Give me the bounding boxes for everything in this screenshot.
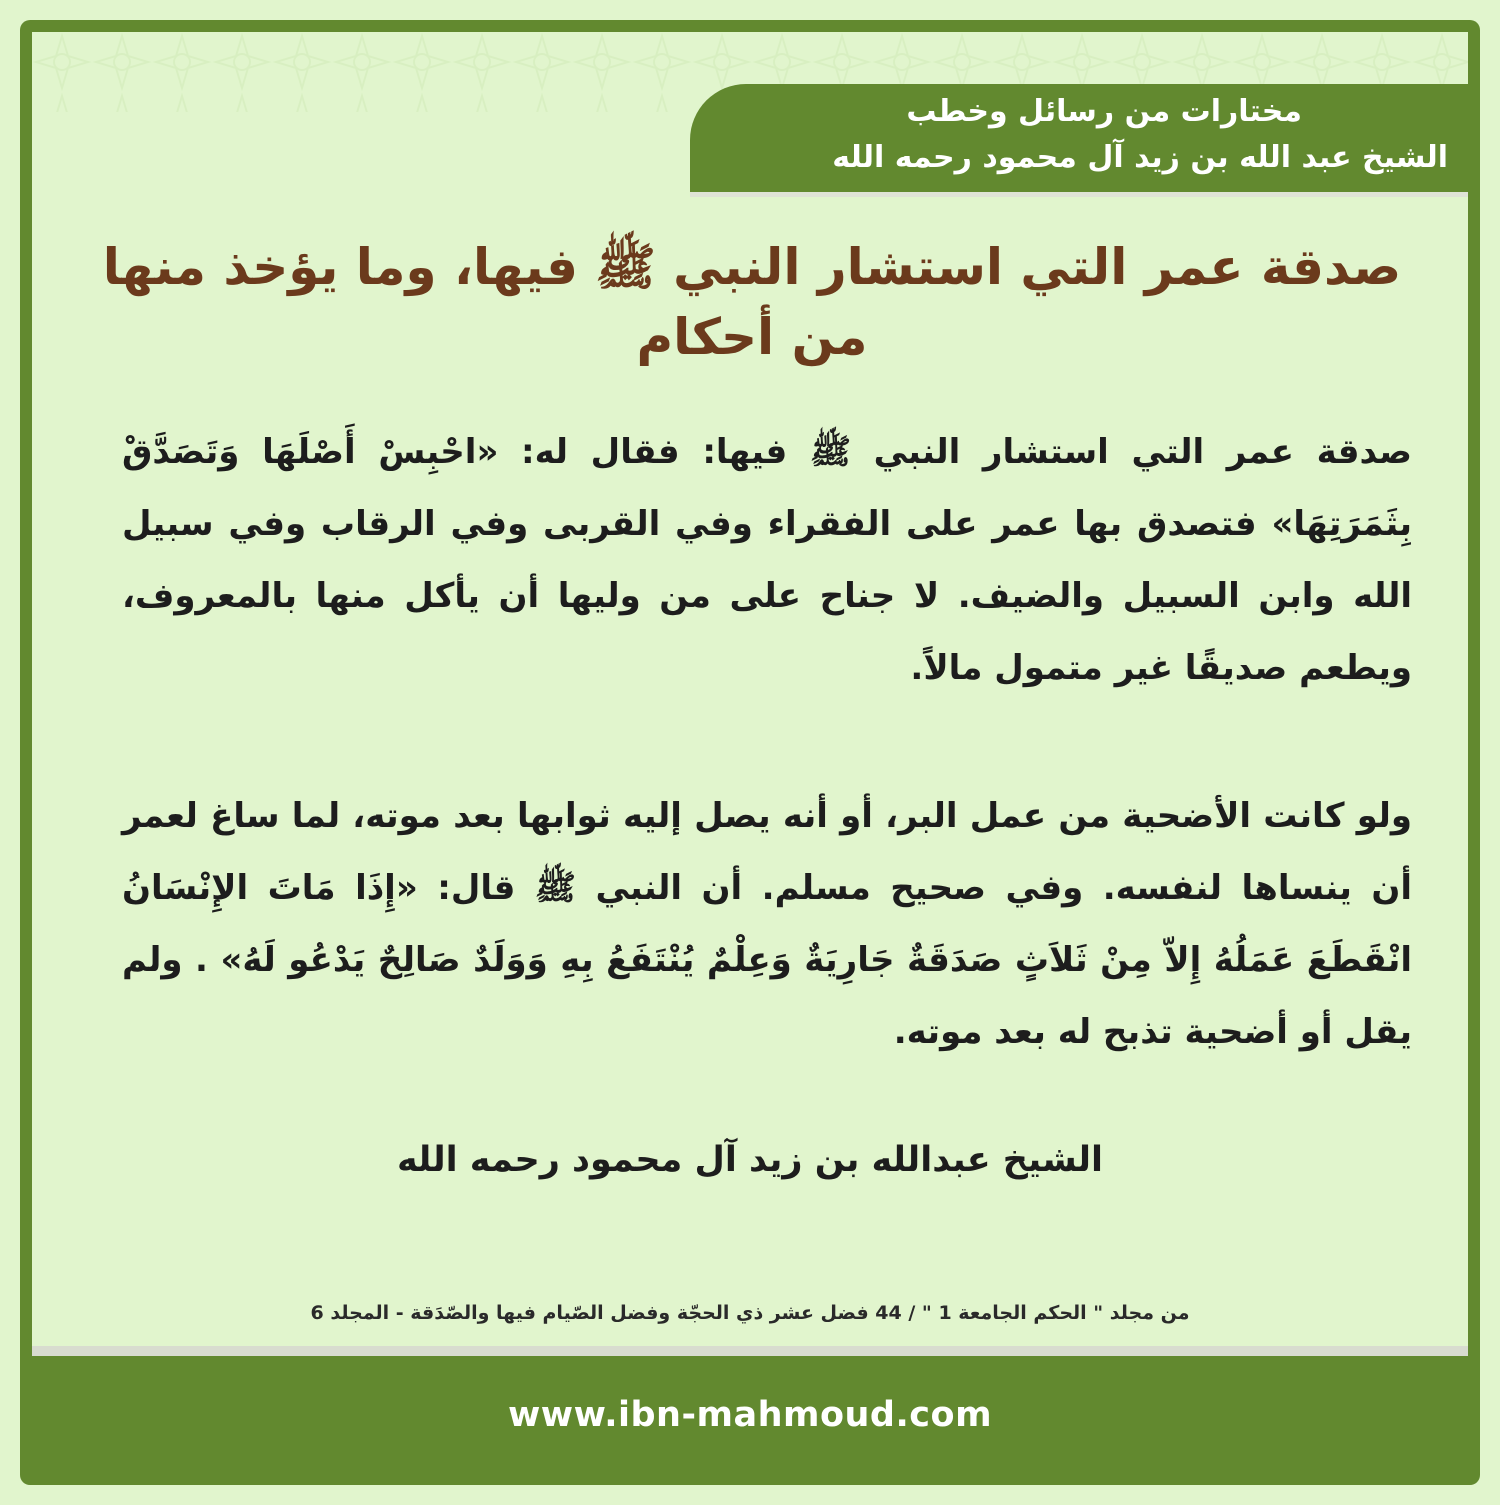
author-signature: الشيخ عبدالله بن زيد آل محمود رحمه الله bbox=[396, 1140, 1104, 1180]
website-link[interactable]: www.ibn-mahmoud.com bbox=[507, 1395, 993, 1435]
body-paragraph-1: صدقة عمر التي استشار النبي ﷺ فيها: فقال له: «احْبِسْ أَصْلَهَا وَتَصَدَّقْ بِثَمَرَتِهَا» فتصدق بها عمر على الفقراء وفي القربى وفي الرقاب وفي سبيل الله وابن السبيل والضيف. لا جناح على من وليها أن يأكل منها بالمعروف، ويطعم صديقًا غير متمول مالاً. bbox=[122, 432, 1412, 688]
source-citation: من مجلد " الحكم الجامعة 1 " / 44 فضل عشر ذي الحجّة وفضل الصّيام فيها والصّدَقة - المجلد 6 bbox=[310, 1302, 1190, 1324]
content-panel bbox=[32, 32, 1468, 1348]
header-author-name: الشيخ عبد الله بن زيد آل محمود رحمه الله bbox=[832, 140, 1448, 175]
header-tab bbox=[690, 84, 1468, 197]
card-frame bbox=[20, 20, 1480, 1485]
body-paragraph-2: ولو كانت الأضحية من عمل البر، أو أنه يصل إليه ثوابها بعد موته، لما ساغ لعمر أن ينساها لنفسه. وفي صحيح مسلم. أن النبي ﷺ قال: «إِذَا مَاتَ الإِنْسَانُ انْقَطَعَ عَمَلُهُ إِلاّ مِنْ ثَلاَثٍ صَدَقَةٌ جَارِيَةٌ وَعِلْمٌ يُنْتَفَعُ بِهِ وَوَلَدٌ صَالِحٌ يَدْعُو لَهُ» . ولم يقل أو أضحية تذبح له بعد موته. bbox=[122, 796, 1412, 1052]
header-series-title: مختارات من رسائل وخطب bbox=[906, 94, 1302, 129]
divider bbox=[32, 1346, 1468, 1356]
page-title: صدقة عمر التي استشار النبي ﷺ فيها، وما يؤخذ منها من أحكام bbox=[102, 238, 1402, 366]
